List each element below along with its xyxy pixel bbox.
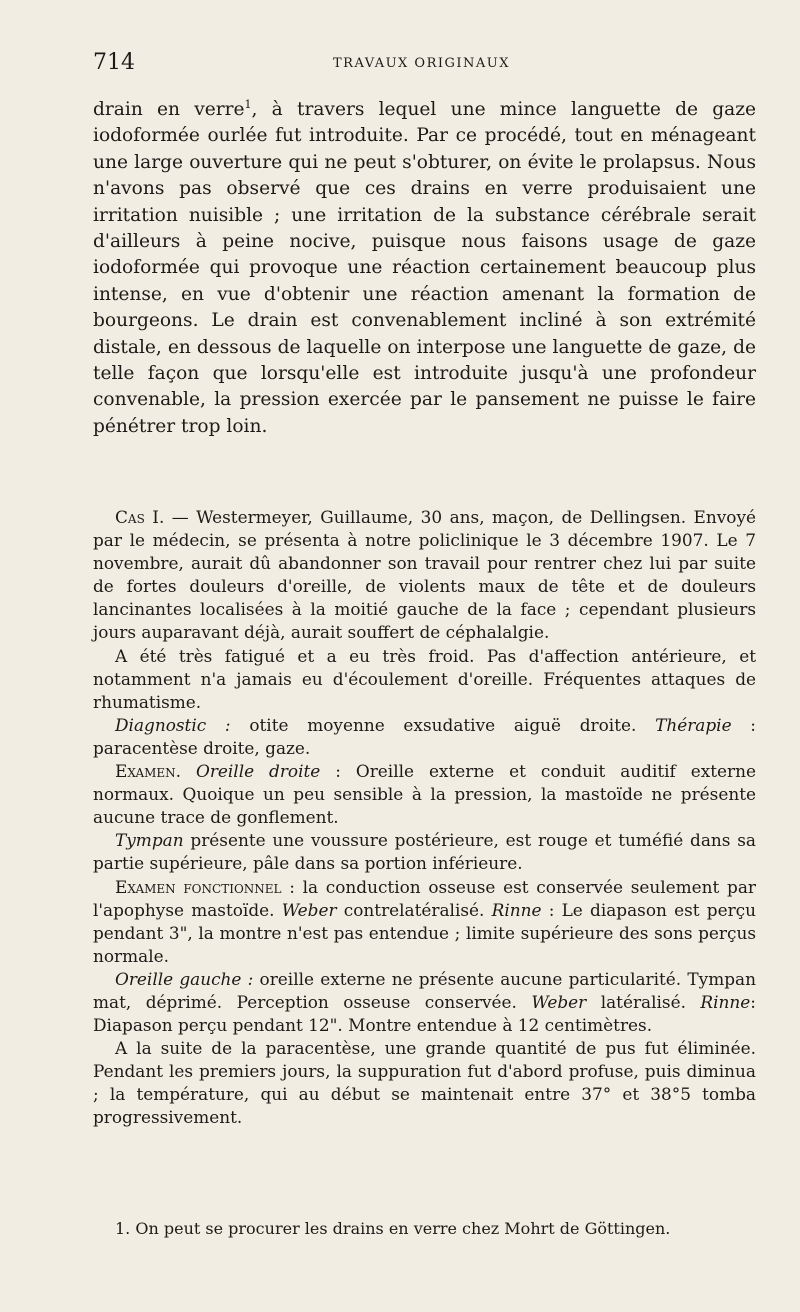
history-paragraph [93, 645, 756, 714]
outcome-paragraph [93, 1037, 756, 1129]
exam-right-text: : Oreille externe et conduit auditif externe normaux. Quoique un peu sensible à la pression, la mastoïde ne présente aucune trace de gonflement. [93, 761, 756, 828]
functional-exam-text-c: : Le diapason est perçu pendant 3", la montre n'est pas entendue ; limite supérieure des sons perçus normale. [93, 899, 756, 966]
left-ear-paragraph [93, 968, 756, 1037]
case-report [93, 506, 756, 1130]
functional-exam-text-b: contrelatéralisé. [336, 899, 492, 920]
outcome-text: A la suite de la paracentèse, une grande quantité de pus fut éliminée. Pendant les premiers jours, la suppuration fut d'abord profuse, puis diminua ; la température, qui au début se maintenait entre 37° et 38°5 tomba progressivement. [93, 1038, 756, 1128]
footnote [115, 1218, 755, 1240]
page-number: 714 [93, 50, 135, 75]
history-text: A été très fatigué et a eu très froid. Pas d'affection antérieure, et notamment n'a jamais eu d'écoulement d'oreille. Fréquentes attaques de rhumatisme. [93, 645, 756, 712]
footnote-reference: 1 [244, 97, 252, 111]
right-ear-label: Oreille droite [195, 761, 321, 782]
diagnosis-paragraph [93, 714, 756, 760]
rinne-label: Rinne [491, 899, 542, 920]
left-ear-label: Oreille gauche : [115, 968, 254, 989]
exam-right-paragraph [93, 760, 756, 829]
therapy-label: Thérapie [655, 714, 732, 735]
weber-label: Weber [281, 899, 337, 920]
case-intro-text: — Westermeyer, Guillaume, 30 ans, maçon, de Dellingsen. Envoyé par le médecin, se présenta à notre policlinique le 3 décembre 1907. Le 7 novembre, aurait dû abandonner son travail pour rentrer chez lui par suite de fortes douleurs d'oreille, de violents maux de tête et de douleurs lancinantes localisées à la moitié gauche de la face ; cependant plusieurs jours auparavant déjà, aurait souffert de céphalalgie. [93, 507, 756, 643]
diagnosis-text: otite moyenne exsudative aiguë droite. [230, 714, 656, 735]
intro-paragraph [93, 97, 756, 440]
left-ear-text-c: : Diapason perçu pendant 12". Montre entendue à 12 centimètres. [93, 991, 756, 1036]
tympan-paragraph [93, 829, 756, 875]
footnote-text: On peut se procurer les drains en verre chez Mohrt de Göttingen. [130, 1219, 671, 1238]
left-ear-text-a: oreille externe ne présente aucune particularité. Tympan mat, déprimé. Perception osseuse conservée. [93, 968, 756, 1012]
functional-exam-label: Examen fonctionnel [115, 876, 282, 897]
diagnosis-label: Diagnostic : [115, 714, 231, 735]
functional-exam-text-a: : la conduction osseuse est conservée seulement par l'apophyse mastoïde. [93, 876, 756, 920]
tympan-text: présente une voussure postérieure, est rouge et tuméfié dans sa partie supérieure, pâle dans sa portion inférieure. [93, 830, 756, 874]
case-intro-paragraph [93, 506, 756, 645]
intro-text-rest: , à travers lequel une mince languette de gaze iodoformée ourlée fut introduite. Par ce procédé, tout en ménageant une large ouverture qui ne peut s'obturer, on évite le prolapsus. Nous n'avons pas observé que ces drains en verre produisaient une irritation nuisible ; une irritation de la substance cérébrale serait d'ailleurs à peine nocive, puisque nous faisons usage de gaze iodoformée qui provoque une réaction certainement beaucoup plus intense, en vue d'obtenir une réaction amenant la formation de bourgeons. Le drain est convenablement incliné à son extrémité distale, en dessous de laquelle on interpose une languette de gaze, de telle façon que lorsqu'elle est introduite jusqu'à une profondeur convenable, la pression exercée par le pansement ne puisse le faire pénétrer trop loin. [93, 99, 756, 437]
left-rinne-label: Rinne [700, 991, 751, 1012]
intro-text-start: drain en verre [93, 99, 245, 120]
therapy-text: : paracentèse droite, gaze. [93, 714, 756, 758]
functional-exam-paragraph [93, 876, 756, 968]
footnote-number: 1. [115, 1219, 131, 1238]
exam-label: Examen. [115, 761, 182, 782]
page-header [93, 50, 753, 78]
running-title: TRAVAUX ORIGINAUX [333, 56, 511, 71]
tympan-label: Tympan [115, 830, 184, 851]
left-weber-label: Weber [531, 991, 587, 1012]
intro-text [93, 97, 756, 440]
left-ear-text-b: latéralisé. [586, 991, 701, 1012]
case-label: Cas I. [115, 507, 165, 527]
